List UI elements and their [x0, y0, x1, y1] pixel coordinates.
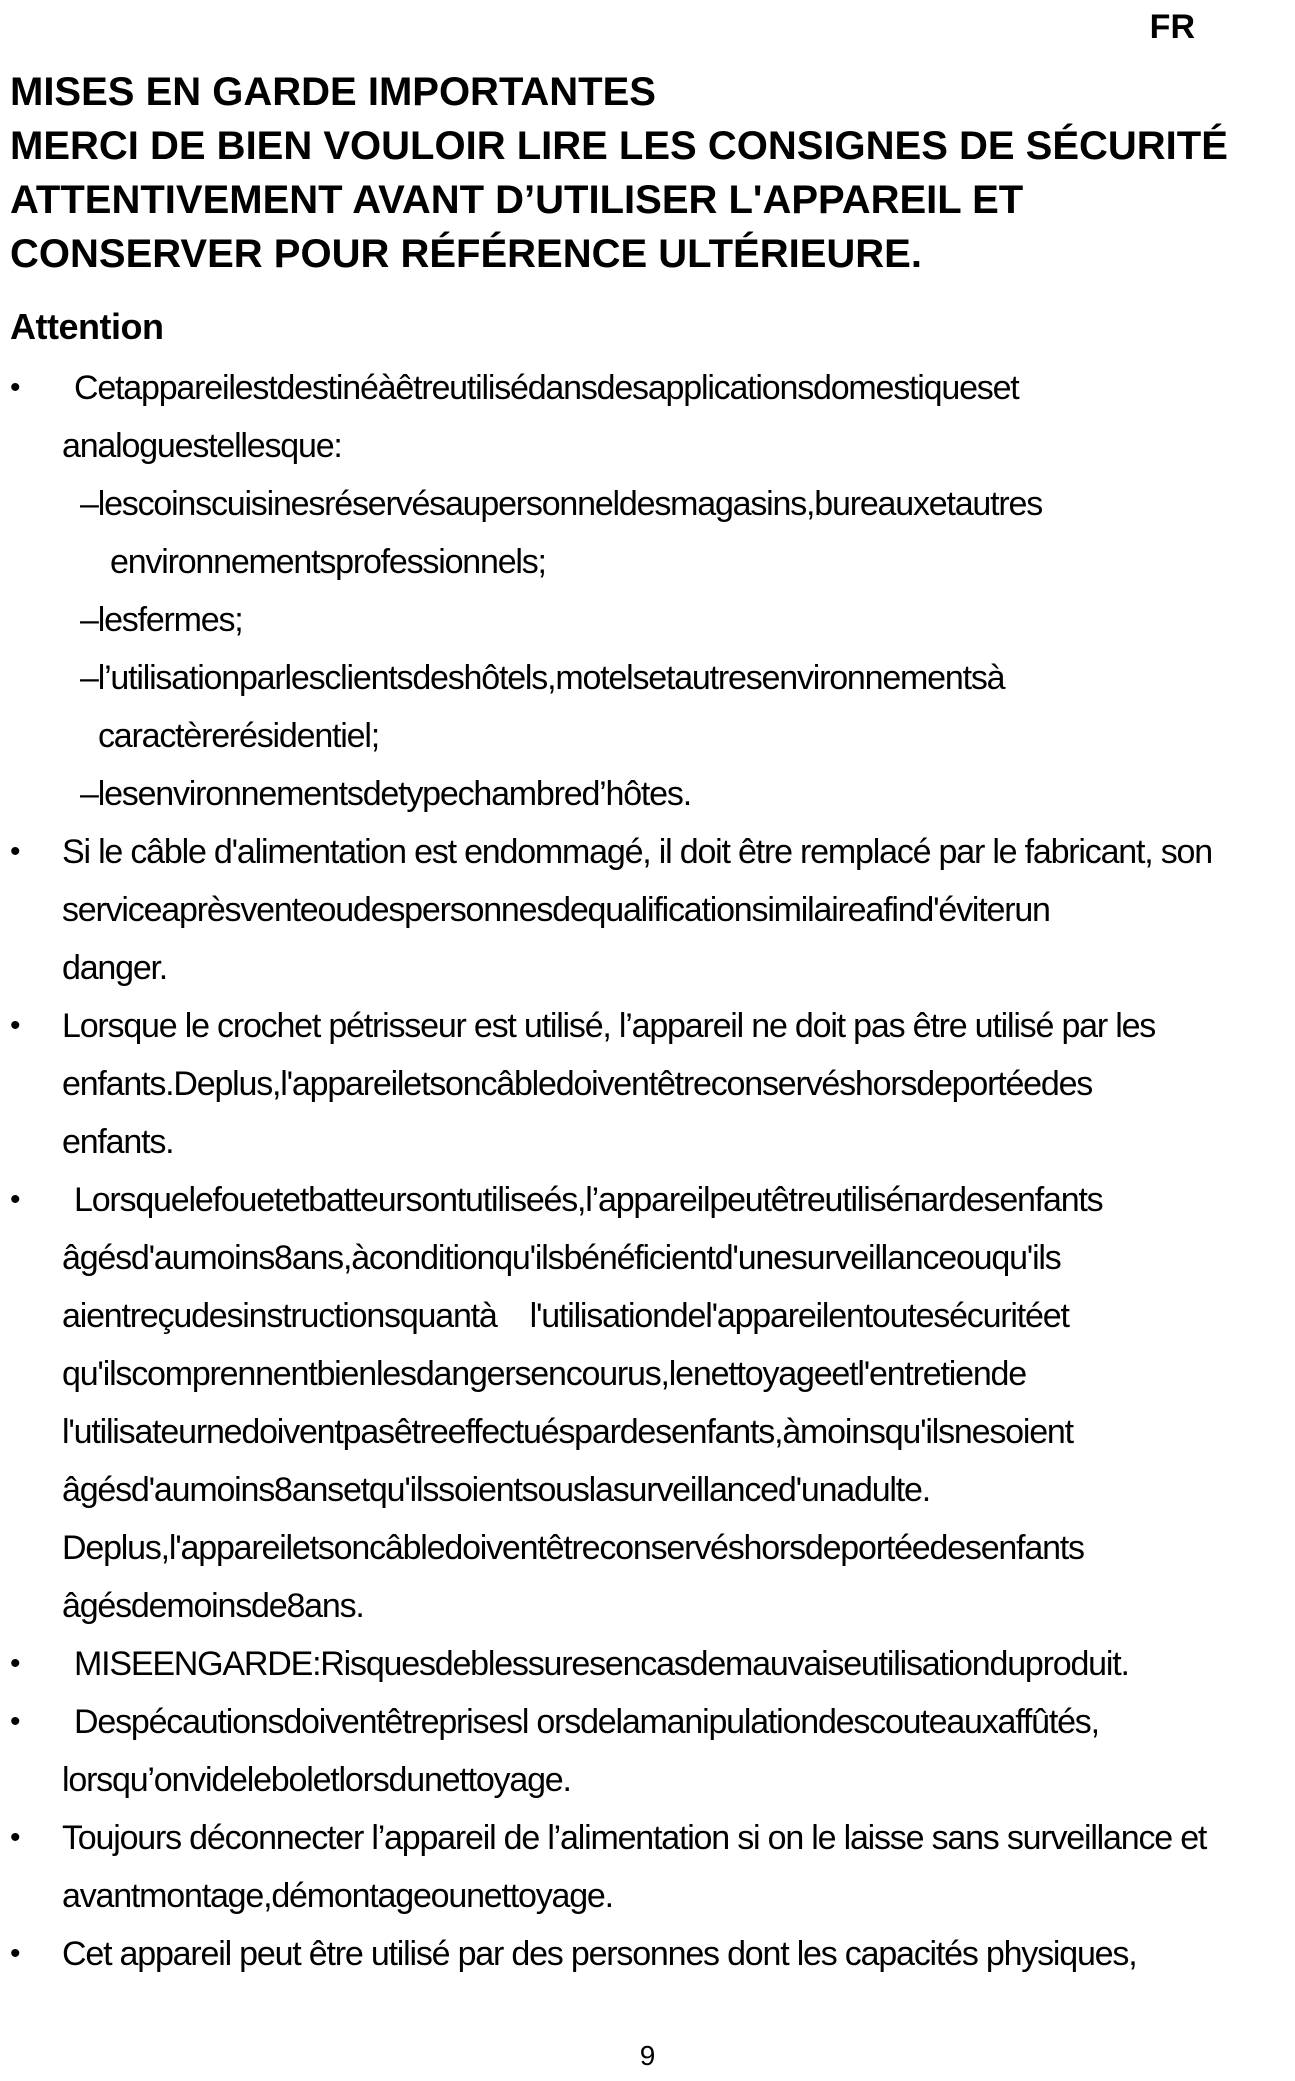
- text-line: Lorsquelefouetetbatteursontutiliseés,l’appareilpeutêtreutiliséпardesenfants: [74, 1181, 1103, 1219]
- warnings-body: [10, 305, 1280, 1983]
- language-label: FR: [1149, 8, 1195, 46]
- text-line: Lorsque le crochet pétrisseur est utilisé, l’appareil ne doit pas être utilisé par les: [62, 1007, 1156, 1045]
- text-line: aientreçudesinstructionsquantà l'utilisationdel'appareilentoutesécuritéet: [62, 1297, 1069, 1335]
- text-line: danger.: [62, 949, 168, 987]
- bullet-icon: •: [10, 1647, 20, 1680]
- bullet-icon: •: [10, 1937, 20, 1970]
- text-line: analoguestellesque:: [62, 427, 342, 465]
- text-line: MISEENGARDE:Risquesdeblessuresencasdemauvaiseutilisationduproduit.: [74, 1645, 1129, 1683]
- text-line: l'utilisateurnedoiventpasêtreeffectuéspardesenfants,àmoinsqu'ilsnesoient: [62, 1413, 1073, 1451]
- text-line: –lescoinscuisinesréservésaupersonneldesmagasins,bureauxetautres: [80, 485, 1042, 523]
- bullet-icon: •: [10, 1821, 20, 1854]
- list-item: [10, 997, 1280, 1055]
- text-line: Despécautionsdoiventêtreprisesl orsdelamanipulationdescouteauxaffûtés,: [74, 1703, 1099, 1741]
- text-line: Cet appareil peut être utilisé par des personnes dont les capacités physiques,: [62, 1935, 1137, 1973]
- list-item: [10, 1635, 1280, 1693]
- bullet-icon: •: [10, 1183, 20, 1216]
- list-item: [10, 1693, 1280, 1751]
- text-line: –lesenvironnementsdetypechambred’hôtes.: [80, 775, 691, 813]
- text-line: enfants.Deplus,l'appareiletsoncâbledoiventêtreconservéshorsdeportéedes: [62, 1065, 1093, 1103]
- text-line: Si le câble d'alimentation est endommagé, il doit être remplacé par le fabricant, son: [62, 833, 1212, 871]
- list-item: [10, 1925, 1280, 1983]
- text-line: caractèrerésidentiel;: [98, 717, 379, 755]
- heading-line: MERCI DE BIEN VOULOIR LIRE LES CONSIGNES DE SÉCURITÉ: [10, 124, 1228, 168]
- heading-line: MISES EN GARDE IMPORTANTES: [10, 70, 656, 114]
- bullet-icon: •: [10, 835, 20, 868]
- text-line: âgésd'aumoins8ans,àconditionqu'ilsbénéficientd'unesurveillanceouqu'ils: [62, 1239, 1061, 1277]
- text-line: Cetappareilestdestinéàêtreutilisédansdesapplicationsdomestiqueset: [74, 369, 1019, 407]
- heading-line: ATTENTIVEMENT AVANT D’UTILISER L'APPAREIL ET: [10, 178, 1024, 222]
- text-line: âgésd'aumoins8ansetqu'ilssoientsouslasurveillanced'unadulte.: [62, 1471, 930, 1509]
- heading-line: CONSERVER POUR RÉFÉRENCE ULTÉRIEURE.: [10, 232, 922, 276]
- text-line: –l’utilisationparlesclientsdeshôtels,motelsetautresenvironnementsà: [80, 659, 1005, 697]
- safety-heading: [10, 65, 1280, 281]
- text-line: –lesfermes;: [80, 601, 243, 639]
- text-line: avantmontage,démontageounettoyage.: [62, 1877, 613, 1915]
- list-item: [10, 823, 1280, 881]
- text-line: lorsqu’onvideleboletlorsdunettoyage.: [62, 1761, 571, 1799]
- text-line: qu'ilscomprennentbienlesdangersencourus,lenettoyageetl'entretiende: [62, 1355, 1026, 1393]
- section-title: Attention: [10, 306, 164, 347]
- text-line: enfants.: [62, 1123, 174, 1161]
- list-item: [10, 359, 1280, 417]
- page-number: 9: [639, 2040, 656, 2071]
- text-line: environnementsprofessionnels;: [110, 543, 546, 581]
- text-line: Toujours déconnecter l’appareil de l’alimentation si on le laisse sans surveillance et: [62, 1819, 1207, 1857]
- text-line: serviceaprèsventeoudespersonnesdequalificationsimilaireafind'éviterun: [62, 891, 1050, 929]
- list-item: [10, 1171, 1280, 1229]
- text-line: Deplus,l'appareiletsoncâbledoiventêtreconservéshorsdeportéedesenfants: [62, 1529, 1084, 1567]
- bullet-icon: •: [10, 371, 20, 404]
- bullet-icon: •: [10, 1705, 20, 1738]
- bullet-icon: •: [10, 1009, 20, 1042]
- text-line: âgésdemoinsde8ans.: [62, 1587, 364, 1625]
- list-item: [10, 1809, 1280, 1867]
